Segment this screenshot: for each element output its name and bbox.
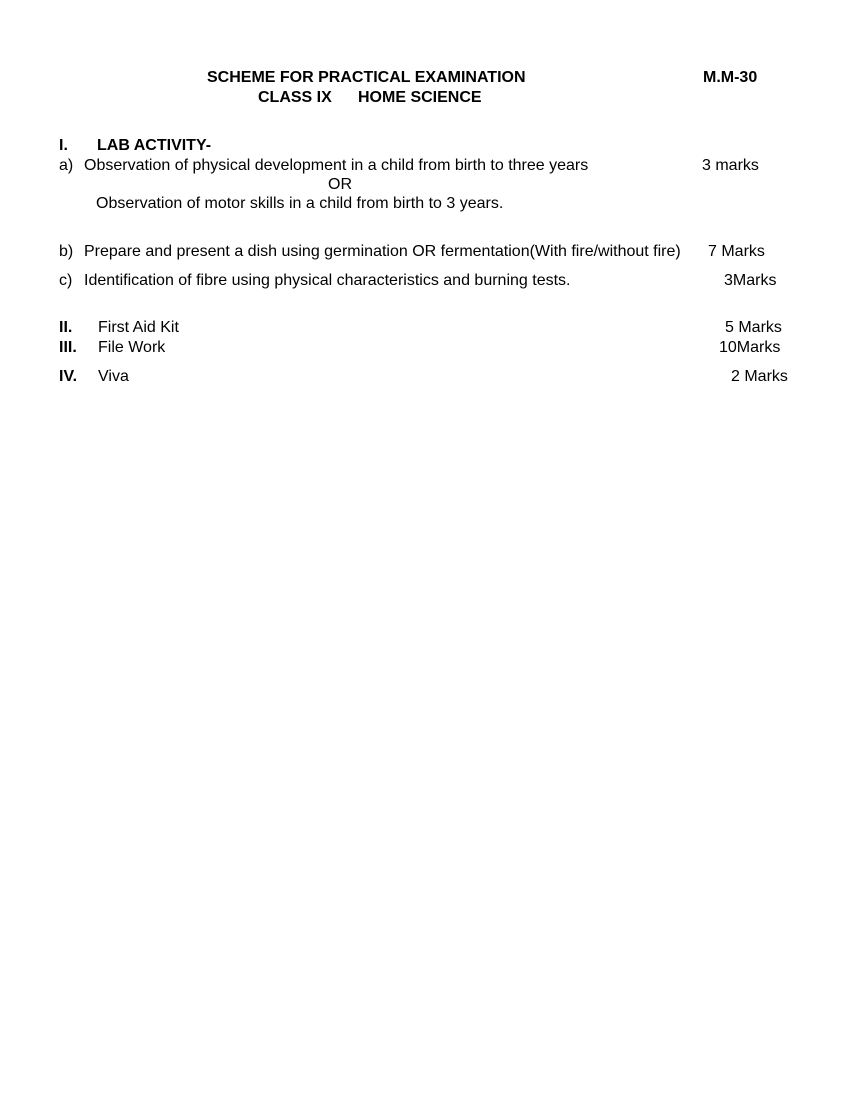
item-a-marker: a): [59, 157, 74, 174]
item-c-text: Identification of fibre using physical characteristics and burning tests.: [84, 272, 571, 289]
item-b-text: Prepare and present a dish using germination OR fermentation(With fire/without fire): [84, 243, 681, 260]
section-2-text: First Aid Kit: [98, 319, 179, 336]
page-title: SCHEME FOR PRACTICAL EXAMINATION: [207, 69, 526, 86]
item-a-or-label: OR: [328, 176, 352, 193]
subject-label: HOME SCIENCE: [358, 89, 482, 106]
section-4-text: Viva: [98, 368, 129, 385]
item-a-text: Observation of physical development in a child from birth to three years: [84, 157, 589, 174]
item-a-marks: 3 marks: [702, 157, 759, 174]
item-c-marks: 3Marks: [724, 272, 777, 289]
section-3-text: File Work: [98, 339, 166, 356]
section-1-numeral: I.: [59, 137, 68, 154]
max-marks: M.M-30: [703, 69, 758, 86]
item-b-marks: 7 Marks: [708, 243, 765, 260]
section-4-numeral: IV.: [59, 368, 78, 385]
item-c-marker: c): [59, 272, 73, 289]
item-b-marker: b): [59, 243, 74, 260]
item-a-alt-text: Observation of motor skills in a child from birth to 3 years.: [96, 195, 504, 212]
section-2-marks: 5 Marks: [725, 319, 782, 336]
section-3-marks: 10Marks: [719, 339, 781, 356]
section-2-numeral: II.: [59, 319, 73, 336]
section-4-marks: 2 Marks: [731, 368, 788, 385]
class-label: CLASS IX: [258, 89, 332, 106]
section-3-numeral: III.: [59, 339, 77, 356]
section-1-heading: LAB ACTIVITY-: [97, 137, 212, 154]
